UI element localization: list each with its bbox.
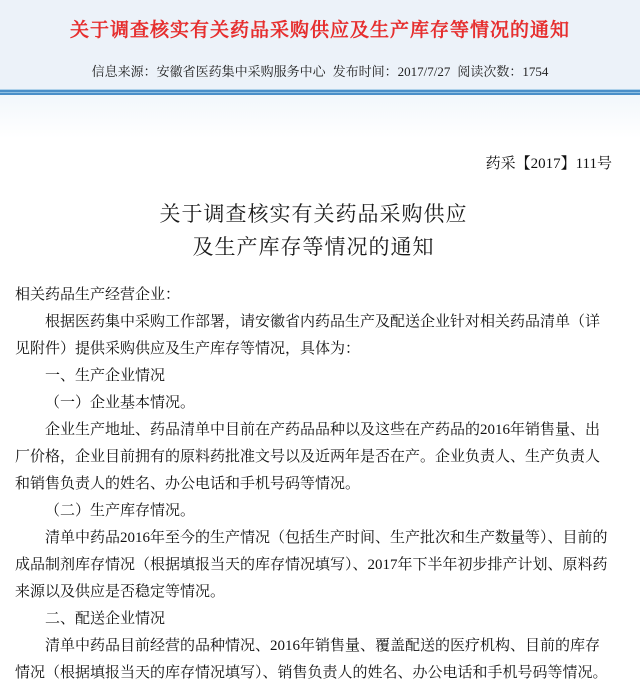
paragraph-enterprise-basic: 企业生产地址、药品清单中目前在产药品品种以及这些在产药品的2016年销售量、出厂价格，企业目前拥有的原料药批准文号以及近两年是否在产。企业负责人、生产负责人和销售负责人的姓名、办公电话和手机号码等情况。 [15,422,601,492]
document-title-line2: 及生产库存等情况的通知 [192,235,435,259]
section-heading-1: 一、生产企业情况 [45,368,166,384]
info-source-label: 信息来源： [91,64,157,79]
info-source [92,64,326,79]
page-title: 关于调查核实有关药品采购供应及生产库存等情况的通知 [69,20,570,41]
publish-time [333,64,451,79]
document-number: 药采【2017】111号 [485,156,612,172]
publish-time-label: 发布时间： [332,64,398,79]
subsection-heading-1-1: （一）企业基本情况。 [45,395,196,411]
header-fade [0,95,640,143]
info-source-value: 安徽省医药集中采购服务中心 [156,64,326,79]
paragraph-production-stock: 清单中药品2016年至今的生产情况（包括生产时间、生产批次和生产数量等）、目前的成品制剂库存情况（根据填报当天的库存情况填写）、2017年下半年初步排产计划、原料药来源以及供应是否稳定等情况。 [15,530,608,600]
view-count-value: 1754 [522,64,549,79]
subsection-heading-1-2: （二）生产库存情况。 [45,503,196,519]
publish-time-value: 2017/7/27 [397,64,451,79]
view-count [457,64,548,79]
paragraph-salutation: 相关药品生产经营企业： [15,287,181,303]
meta-line [0,61,640,80]
page-header [0,0,640,95]
paragraph-intro: 根据医药集中采购工作部署，请安徽省内药品生产及配送企业针对相关药品清单（详见附件）提供采购供应及生产库存等情况，具体为： [15,314,601,357]
section-heading-2: 二、配送企业情况 [45,611,166,627]
paragraph-distribution: 清单中药品目前经营的品种情况、2016年销售量、覆盖配送的医疗机构、目前的库存情况（根据填报当天的库存情况填写）、销售负责人的姓名、办公电话和手机号码等情况。 [15,638,608,681]
document-title-line1: 关于调查核实有关药品采购供应 [159,202,468,226]
view-count-label: 阅读次数： [457,64,523,79]
document-body [0,151,640,697]
document-title [15,198,612,264]
